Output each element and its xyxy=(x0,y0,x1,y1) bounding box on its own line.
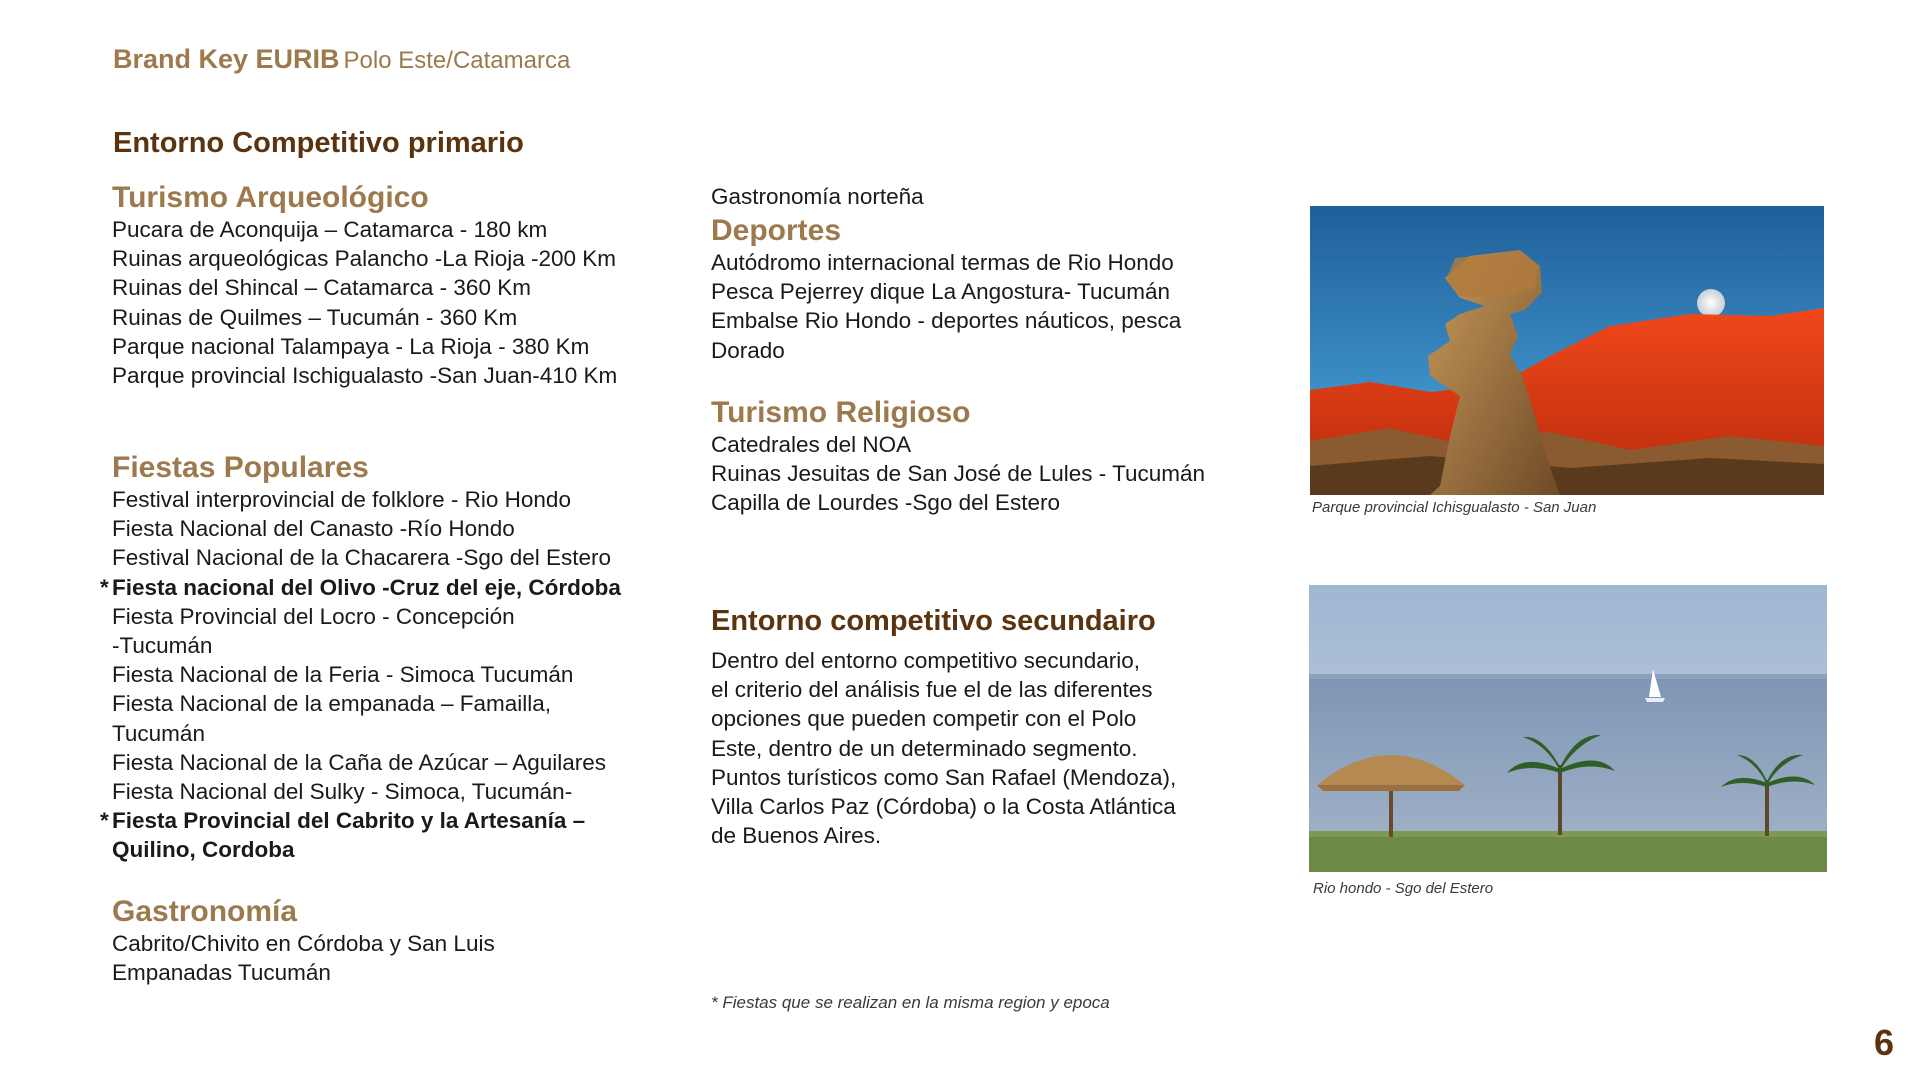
ischigualasto-caption: Parque provincial Ichisgualasto - San Juan xyxy=(1312,499,1597,516)
page-number: 6 xyxy=(1874,1022,1895,1063)
gastronomia-title: Gastronomía xyxy=(112,895,298,928)
list-item: Tucumán xyxy=(112,720,205,746)
list-item-highlighted xyxy=(100,806,621,835)
arqueologico-section xyxy=(112,181,617,390)
secondary-paragraph xyxy=(711,646,1176,850)
asterisk-marker: * xyxy=(100,808,109,834)
paragraph-line: el criterio del análisis fue el de las diferentes xyxy=(711,677,1153,703)
asterisk-marker: * xyxy=(100,574,109,600)
brand-subtitle: Polo Este/Catamarca xyxy=(343,47,571,74)
list-item: Festival Nacional de la Chacarera -Sgo del Estero xyxy=(112,545,611,571)
brand-header xyxy=(113,44,570,75)
brand-name: Brand Key EURIB xyxy=(113,44,340,74)
list-item: Ruinas arqueológicas Palancho -La Rioja -200 Km xyxy=(112,246,617,272)
paragraph-line: Puntos turísticos como San Rafael (Mendoza), xyxy=(711,764,1177,790)
list-item: Parque nacional Talampaya - La Rioja - 380 Km xyxy=(112,333,590,359)
list-item: Gastronomía norteña xyxy=(711,184,924,209)
secondary-section-title: Entorno competitivo secundairo xyxy=(711,605,1156,637)
rio-hondo-photo xyxy=(1309,585,1827,872)
list-item: Pesca Pejerrey dique La Angostura- Tucumán xyxy=(711,279,1171,305)
gastronomia-section xyxy=(112,895,495,987)
deportes-list xyxy=(711,248,1181,365)
paragraph-line: Villa Carlos Paz (Córdoba) o la Costa Atlántica xyxy=(711,794,1176,820)
arqueologico-title: Turismo Arqueológico xyxy=(112,181,429,214)
list-item: Fiesta Provincial del Locro - Concepción xyxy=(112,603,515,629)
list-item: Catedrales del NOA xyxy=(711,432,912,457)
arqueologico-list xyxy=(112,215,617,390)
list-item: Parque provincial Ischigualasto -San Juan-410 Km xyxy=(112,363,618,389)
religioso-list xyxy=(711,430,1205,518)
list-item: Fiesta Nacional del Canasto -Río Hondo xyxy=(112,516,515,542)
paragraph-line: Dentro del entorno competitivo secundario, xyxy=(711,648,1140,673)
deportes-title: Deportes xyxy=(711,214,842,247)
list-item: Fiesta Nacional de la Feria - Simoca Tucumán xyxy=(112,662,574,688)
list-item-highlighted xyxy=(100,573,621,602)
paragraph-line: opciones que pueden competir con el Polo xyxy=(711,706,1137,732)
fiestas-section xyxy=(100,451,621,865)
list-item: Capilla de Lourdes -Sgo del Estero xyxy=(711,490,1060,516)
list-item: Embalse Rio Hondo - deportes náuticos, pesca xyxy=(711,308,1182,334)
list-item: Ruinas del Shincal – Catamarca - 360 Km xyxy=(112,275,531,301)
religioso-section xyxy=(711,396,1205,518)
footnote: * Fiestas que se realizan en la misma region y epoca xyxy=(711,993,1110,1012)
ischigualasto-photo xyxy=(1310,206,1824,495)
list-item: Ruinas de Quilmes – Tucumán - 360 Km xyxy=(112,304,518,330)
list-item: Pucara de Aconquija – Catamarca - 180 km xyxy=(112,217,548,242)
list-item: Cabrito/Chivito en Córdoba y San Luis xyxy=(112,931,495,956)
list-item: Empanadas Tucumán xyxy=(112,960,331,986)
religioso-title: Turismo Religioso xyxy=(711,396,971,429)
list-item: Festival interprovincial de folklore - Rio Hondo xyxy=(112,487,571,512)
list-item: Fiesta Nacional del Sulky - Simoca, Tucumán- xyxy=(112,779,573,805)
gastronomia-list xyxy=(112,929,495,987)
list-item: -Tucumán xyxy=(112,633,213,659)
list-item-text: Fiesta Provincial del Cabrito y la Artesanía – xyxy=(112,808,586,834)
fiestas-title: Fiestas Populares xyxy=(112,451,369,484)
primary-section-title: Entorno Competitivo primario xyxy=(113,127,524,159)
gastronomia-list-continued xyxy=(711,182,924,211)
list-item-text: Fiesta nacional del Olivo -Cruz del eje, Córdoba xyxy=(112,574,621,600)
list-item: Dorado xyxy=(711,337,785,363)
fiestas-list xyxy=(100,485,621,865)
list-item: Quilino, Cordoba xyxy=(112,837,295,863)
paragraph-line: Este, dentro de un determinado segmento. xyxy=(711,735,1138,761)
list-item: Autódromo internacional termas de Rio Hondo xyxy=(711,250,1174,275)
paragraph-line: de Buenos Aires. xyxy=(711,823,882,849)
list-item: Fiesta Nacional de la Caña de Azúcar – Aguilares xyxy=(112,749,607,775)
list-item: Ruinas Jesuitas de San José de Lules - Tucumán xyxy=(711,461,1206,487)
deportes-section xyxy=(711,214,1181,365)
rio-hondo-caption: Rio hondo - Sgo del Estero xyxy=(1313,880,1494,897)
list-item: Fiesta Nacional de la empanada – Famailla, xyxy=(112,691,551,717)
